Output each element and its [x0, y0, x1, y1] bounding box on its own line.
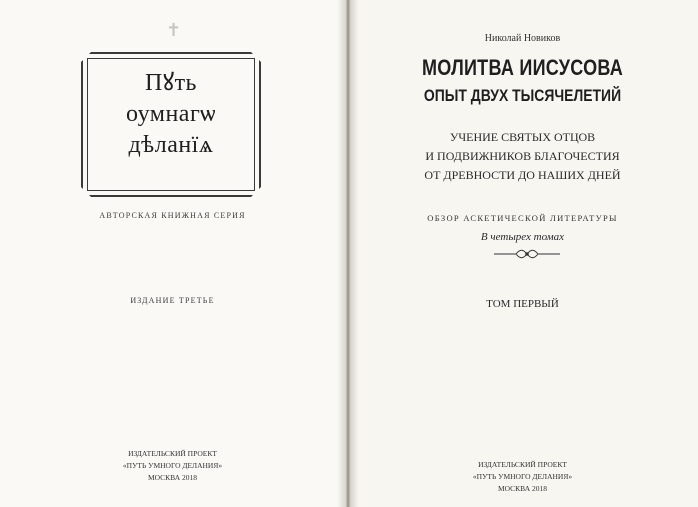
series-label: АВТОРСКАЯ КНИЖНАЯ СЕРИЯ [99, 211, 246, 220]
series-title-line-2: оумнагѡ [126, 101, 216, 127]
imprint-name: «ПУТЬ УМНОГО ДЕЛАНИЯ» [472, 472, 573, 481]
cross-mark-icon: ✝ [166, 20, 182, 40]
description-line-1: УЧЕНИЕ СВЯТЫХ ОТЦОВ [449, 130, 596, 144]
ornament-divider-icon [492, 247, 562, 261]
volumes-note: В четырех томах [480, 231, 565, 243]
book-subtitle: ОПЫТ ДВУХ ТЫСЯЧЕЛЕТИЙ [423, 86, 622, 105]
imprint-city-year: МОСКВА 2018 [497, 484, 547, 493]
survey-label: ОБЗОР АСКЕТИЧЕСКОЙ ЛИТЕРАТУРЫ [427, 213, 618, 223]
imprint-project: ИЗДАТЕЛЬСКИЙ ПРОЕКТ [128, 449, 217, 458]
title-wrap [347, 55, 698, 81]
subtitle-wrap [347, 86, 698, 106]
description-line-2: И ПОДВИЖНИКОВ БЛАГОЧЕСТИЯ [425, 149, 620, 163]
left-imprint [0, 448, 345, 484]
right-imprint [347, 459, 698, 495]
volume-label: ТОМ ПЕРВЫЙ [486, 298, 559, 310]
edition-label: ИЗДАНИЕ ТРЕТЬЕ [130, 296, 215, 305]
imprint-city-year: МОСКВА 2018 [147, 473, 197, 482]
author-name: Николай Новиков [484, 33, 561, 44]
imprint-name: «ПУТЬ УМНОГО ДЕЛАНИЯ» [122, 461, 223, 470]
description [347, 128, 698, 185]
series-title-line-1: Пꙋть [144, 70, 198, 96]
series-title-line-3: дѣланїѧ [128, 132, 214, 158]
description-line-3: ОТ ДРЕВНОСТИ ДО НАШИХ ДНЕЙ [424, 168, 621, 182]
imprint-project: ИЗДАТЕЛЬСКИЙ ПРОЕКТ [478, 460, 567, 469]
book-title: МОЛИТВА ИИСУСОВА [421, 55, 624, 80]
